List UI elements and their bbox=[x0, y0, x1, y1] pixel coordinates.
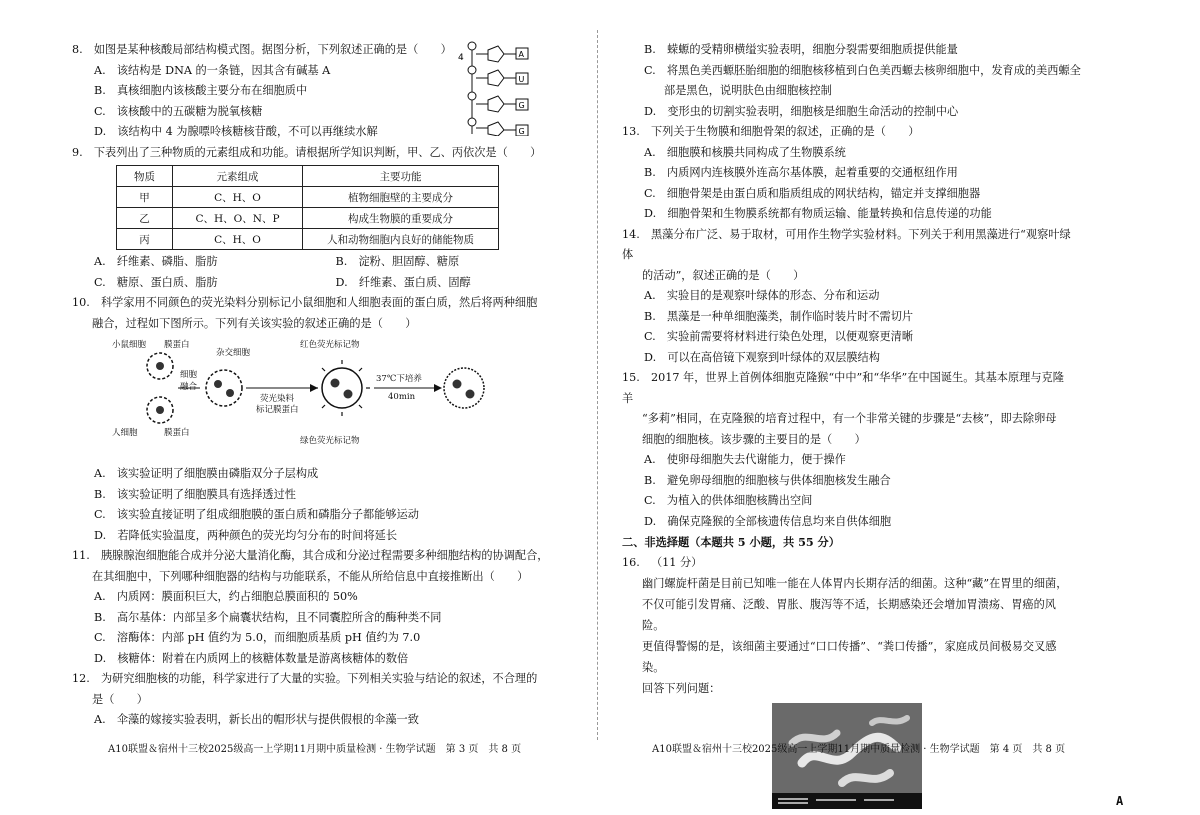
bacteria-micrograph-drawing bbox=[772, 703, 922, 809]
q16-para-1: 幽门螺旋杆菌是目前已知唯一能在人体胃内长期存活的细菌。这种“藏”在胃里的细菌， bbox=[642, 577, 1068, 590]
table-cell: 植物细胞壁的主要成分 bbox=[303, 187, 499, 208]
label-human-cell: 人细胞 bbox=[112, 428, 138, 438]
dna-label-u: U bbox=[518, 75, 525, 84]
label-fusion-2: 融合 bbox=[180, 382, 198, 392]
label-red-marker: 红色荧光标记物 bbox=[300, 340, 360, 350]
q12-option-c-cont: 部是黑色，说明肤色由细胞核控制 bbox=[664, 84, 832, 97]
dna-label-a: A bbox=[518, 50, 524, 59]
table-cell: C、H、O bbox=[173, 187, 303, 208]
dna-label-4: 4 bbox=[458, 53, 464, 63]
q10-stem: 10. 科学家用不同颜色的荧光染料分别标记小鼠细胞和人细胞表面的蛋白质，然后将两种细胞 bbox=[72, 296, 538, 309]
q9-option-c: C. 糖原、蛋白质、脂肪 bbox=[94, 275, 218, 289]
label-mouse-cell: 小鼠细胞 bbox=[112, 340, 147, 350]
q15-stem: 15. 2017 年，世界上首例体细胞克隆猴“中中”和“华华”在中国诞生。其基本原理与克隆羊 bbox=[622, 371, 1064, 405]
label-membrane-protein-1: 膜蛋白 bbox=[164, 340, 190, 350]
q11-stem: 11. 胰腺腺泡细胞能合成并分泌大量消化酶，其合成和分泌过程需要多种细胞结构的协调配合， bbox=[72, 549, 549, 562]
q11-option-b: B. 高尔基体：内部呈多个扁囊状结构，且不同囊腔所含的酶种类不同 bbox=[94, 610, 442, 624]
q15-option-d: D. 确保克隆猴的全部核遗传信息均来自供体细胞 bbox=[644, 514, 892, 528]
q9-option-d: D. 纤维素、蛋白质、固醇 bbox=[335, 275, 471, 289]
q13-option-a: A. 细胞膜和核膜共同构成了生物膜系统 bbox=[644, 145, 846, 159]
table-cell: C、H、O、N、P bbox=[173, 208, 303, 229]
q16-para-4: 回答下列问题： bbox=[642, 682, 721, 695]
table-header: 物质 bbox=[117, 166, 173, 187]
right-page bbox=[622, 40, 1081, 809]
dna-label-g1: G bbox=[518, 101, 525, 110]
q14-option-c: C. 实验前需要将材料进行染色处理，以便观察更清晰 bbox=[644, 330, 914, 343]
nucleic-acid-drawing bbox=[458, 40, 534, 136]
q10-option-a: A. 该实验证明了细胞膜由磷脂双分子层构成 bbox=[94, 467, 319, 480]
q12-option-d: D. 变形虫的切割实验表明，细胞核是细胞生命活动的控制中心 bbox=[644, 104, 959, 118]
q15-option-c: C. 为植入的供体细胞核腾出空间 bbox=[644, 494, 813, 507]
q14-option-b: B. 黑藻是一种单细胞藻类，制作临时装片时不需切片 bbox=[644, 309, 914, 323]
label-dye-2: 标记膜蛋白 bbox=[256, 405, 299, 415]
label-fusion: 细胞 bbox=[180, 370, 198, 380]
q9-option-a: A. 纤维素、磷脂、脂肪 bbox=[94, 255, 218, 268]
q8-stem: 8. 如图是某种核酸局部结构模式图。据图分析，下列叙述正确的是（ ） bbox=[72, 43, 452, 56]
q11-stem-cont: 在其细胞中，下列哪种细胞器的结构与功能联系，不能从所给信息中直接推断出（ ） bbox=[92, 569, 529, 583]
footer-right: A10联盟＆宿州十三校2025级高一上学期11月期中质量检测 · 生物学试题 第 4 页 共 8 页 bbox=[652, 744, 1066, 755]
q13-option-d: D. 细胞骨架和生物膜系统都有物质运输、能量转换和信息传递的功能 bbox=[644, 207, 992, 220]
q8-option-c: C. 该核酸中的五碳糖为脱氧核糖 bbox=[94, 104, 263, 118]
table-cell: C、H、O bbox=[173, 229, 303, 250]
label-culture: 37℃下培养 bbox=[376, 374, 422, 384]
label-membrane-protein-2: 膜蛋白 bbox=[164, 428, 190, 438]
q11-option-d: D. 核糖体：附着在内质网上的核糖体数量是游离核糖体的数倍 bbox=[94, 651, 409, 665]
q13-stem: 13. 下列关于生物膜和细胞骨架的叙述，正确的是（ ） bbox=[622, 125, 920, 138]
q9-table bbox=[116, 165, 499, 250]
q12-stem-cont: 是（ ） bbox=[92, 692, 148, 706]
q9-option-b: B. 淀粉、胆固醇、糖原 bbox=[335, 255, 460, 268]
q9-options-row2 bbox=[72, 273, 577, 294]
table-cell: 构成生物膜的重要成分 bbox=[303, 208, 499, 229]
table-header: 元素组成 bbox=[173, 166, 303, 187]
q14-option-a: A. 实验目的是观察叶绿体的形态、分布和运动 bbox=[644, 289, 880, 302]
page-divider bbox=[597, 30, 598, 740]
q12-option-b: B. 蝾螈的受精卵横缢实验表明，细胞分裂需要细胞质提供能量 bbox=[644, 43, 958, 56]
q16-stem: 16. （11 分） bbox=[622, 555, 703, 569]
q12-stem: 12. 为研究细胞核的功能，科学家进行了大量的实验。下列相关实验与结论的叙述，不合理的 bbox=[72, 672, 538, 685]
q15-stem-cont: “多莉”相同，在克隆猴的培育过程中，有一个非常关键的步骤是“去核”，即去除卵母 bbox=[642, 412, 1057, 425]
q12-option-a: A. 伞藻的嫁接实验表明，新长出的帽形状与提供假根的伞藻一致 bbox=[94, 713, 419, 726]
q12-option-c: C. 将黑色美西螈胚胎细胞的细胞核移植到白色美西螈去核卵细胞中，发育成的美西螈全 bbox=[644, 63, 1081, 77]
q14-stem-cont: 的活动”，叙述正确的是（ ） bbox=[642, 268, 805, 282]
q14-option-d: D. 可以在高倍镜下观察到叶绿体的双层膜结构 bbox=[644, 350, 880, 364]
table-cell: 甲 bbox=[117, 187, 173, 208]
q16-para-2: 不仅可能引发胃痛、泛酸、胃胀、腹泻等不适，长期感染还会增加胃溃疡、胃癌的风险。 bbox=[642, 598, 1056, 632]
corner-mark: A bbox=[1116, 794, 1124, 808]
q14-stem: 14. 黑藻分布广泛、易于取材，可用作生物学实验材料。下列关于利用黑藻进行“观察叶绿体 bbox=[622, 227, 1071, 261]
q11-option-c: C. 溶酶体：内部 pH 值约为 5.0，而细胞质基质 pH 值约为 7.0 bbox=[94, 631, 421, 644]
label-hybrid-cell: 杂交细胞 bbox=[216, 348, 251, 358]
q15-option-b: B. 避免卵母细胞的细胞核与供体细胞核发生融合 bbox=[644, 473, 891, 487]
q13-option-c: C. 细胞骨架是由蛋白质和脂质组成的网状结构，锚定并支撑细胞器 bbox=[644, 186, 981, 200]
q15-stem-cont-2: 细胞的细胞核。该步骤的主要目的是（ ） bbox=[642, 432, 866, 446]
label-time: 40min bbox=[388, 392, 416, 402]
q11-option-a: A. 内质网：膜面积巨大，约占细胞总膜面积的 50% bbox=[94, 590, 358, 603]
nucleic-acid-diagram bbox=[458, 40, 534, 139]
cell-fusion-diagram bbox=[112, 338, 532, 458]
q10-option-b: B. 该实验证明了细胞膜具有选择透过性 bbox=[94, 487, 296, 501]
footer-left: A10联盟＆宿州十三校2025级高一上学期11月期中质量检测 · 生物学试题 第 3 页 共 8 页 bbox=[108, 744, 522, 755]
table-cell: 丙 bbox=[117, 229, 173, 250]
q10-option-c: C. 该实验直接证明了组成细胞膜的蛋白质和磷脂分子都能够运动 bbox=[94, 508, 419, 521]
left-page bbox=[72, 40, 577, 731]
q8-option-b: B. 真核细胞内该核酸主要分布在细胞质中 bbox=[94, 84, 308, 97]
q8-option-d: D. 该结构中 4 为腺嘌呤核糖核苷酸，不可以再继续水解 bbox=[94, 125, 378, 138]
table-cell: 人和动物细胞内良好的储能物质 bbox=[303, 229, 499, 250]
table-header: 主要功能 bbox=[303, 166, 499, 187]
table-cell: 乙 bbox=[117, 208, 173, 229]
q10-stem-cont: 融合，过程如下图所示。下列有关该实验的叙述正确的是（ ） bbox=[92, 316, 417, 330]
section-heading: 二、非选择题（本题共 5 小题，共 55 分） bbox=[622, 535, 840, 549]
q15-option-a: A. 使卵母细胞失去代谢能力，便于操作 bbox=[644, 453, 846, 466]
bacteria-micrograph bbox=[772, 703, 922, 809]
q16-para-3: 更值得警惕的是，该细菌主要通过“口口传播”、“粪口传播”，家庭成员间极易交叉感染。 bbox=[642, 640, 1057, 674]
dna-label-g2: G bbox=[518, 127, 525, 136]
q13-option-b: B. 内质网内连核膜外连高尔基体膜，起着重要的交通枢纽作用 bbox=[644, 166, 958, 179]
label-green-marker: 绿色荧光标记物 bbox=[300, 436, 360, 446]
q9-options-row1 bbox=[72, 252, 577, 273]
q9-stem: 9. 下表列出了三种物质的元素组成和功能。请根据所学知识判断，甲、乙、丙依次是（ ） bbox=[72, 145, 542, 159]
q8-option-a: A. 该结构是 DNA 的一条链，因其含有碱基 A bbox=[94, 63, 331, 77]
q10-option-d: D. 若降低实验温度，两种颜色的荧光均匀分布的时间将延长 bbox=[94, 528, 398, 542]
label-dye: 荧光染料 bbox=[260, 394, 295, 404]
